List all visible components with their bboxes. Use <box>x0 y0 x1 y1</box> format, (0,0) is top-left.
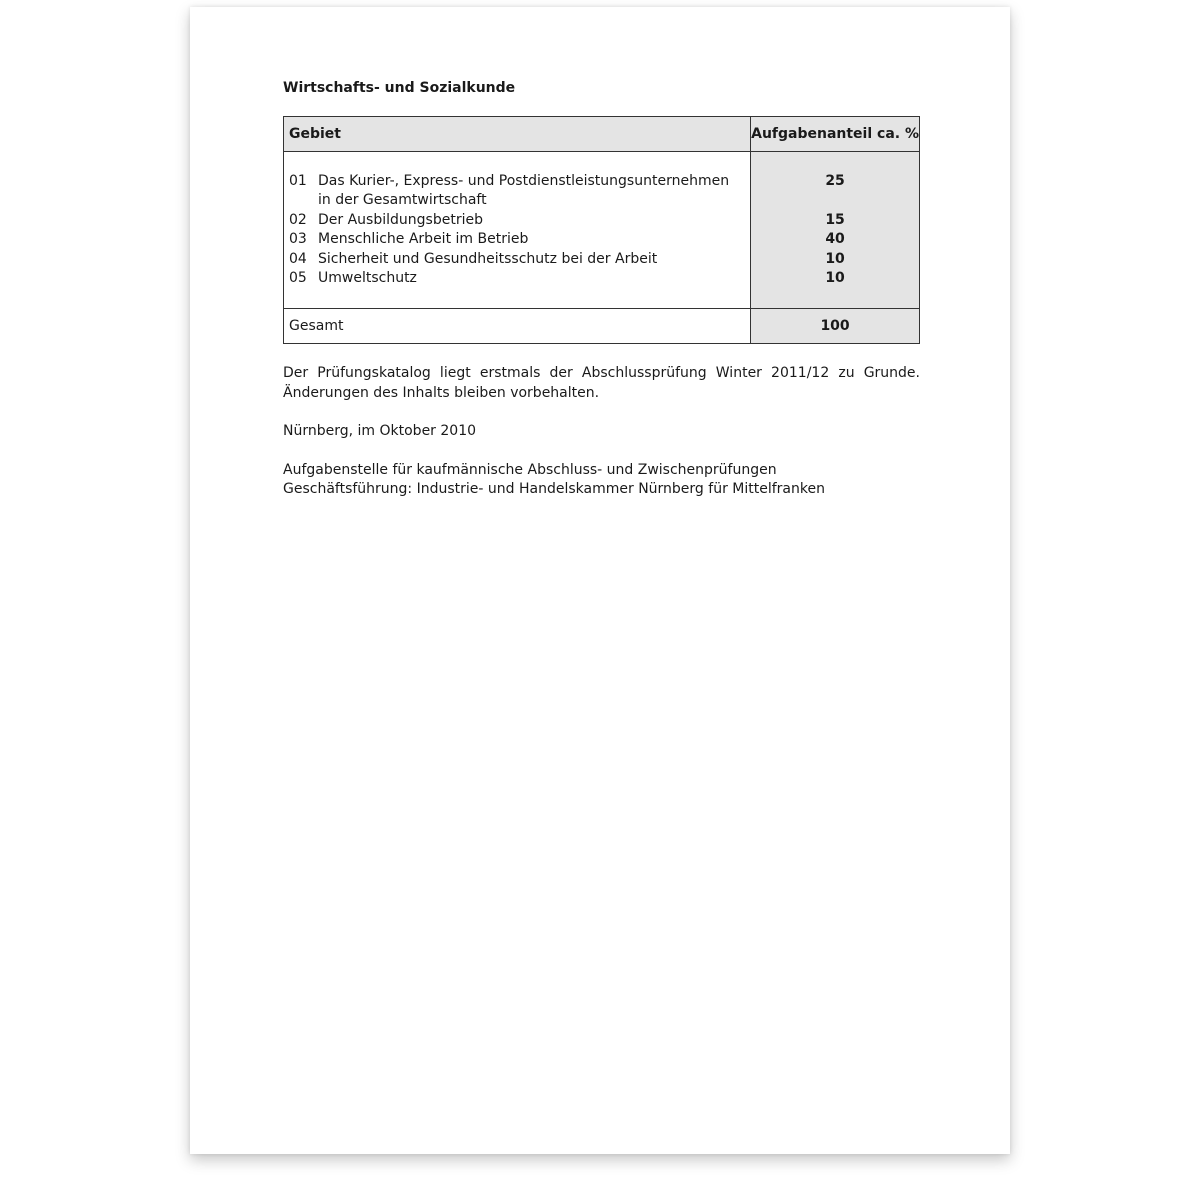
area-list <box>284 152 751 309</box>
share-value: 10 <box>825 250 845 267</box>
list-item <box>289 211 745 230</box>
share-values <box>751 152 920 309</box>
item-text: Sicherheit und Gesundheitsschutz bei der Arbeit <box>318 250 658 267</box>
issuer-block <box>283 461 920 500</box>
list-item <box>289 172 745 211</box>
header-area: Gebiet <box>284 117 751 152</box>
list-item <box>289 250 745 269</box>
share-value: 25 <box>825 173 845 189</box>
page-content <box>283 79 920 500</box>
share-value: 40 <box>825 231 845 248</box>
exam-catalog-table <box>283 116 920 344</box>
item-number: 01 <box>289 173 307 189</box>
table-total-row <box>284 309 920 344</box>
total-label: Gesamt <box>284 309 751 344</box>
item-number: 03 <box>289 231 307 248</box>
item-text: Umweltschutz <box>318 270 417 287</box>
table-header-row <box>284 117 920 152</box>
issuer-line: Aufgabenstelle für kaufmännische Abschluss- und Zwischenprüfungen <box>283 461 777 478</box>
share-value: 10 <box>825 270 845 287</box>
list-item <box>289 230 745 249</box>
section-title: Wirtschafts- und Sozialkunde <box>283 80 516 96</box>
document-page <box>190 7 1010 1154</box>
item-number: 05 <box>289 270 307 287</box>
item-text: Menschliche Arbeit im Betrieb <box>318 231 529 248</box>
item-text: Das Kurier-, Express- und Postdienstleistungsunternehmen in der Gesamtwirtschaft <box>318 173 730 209</box>
note-paragraph: Der Prüfungskatalog liegt erstmals der Abschlussprüfung Winter 2011/12 zu Grunde. Änderungen des Inhalts bleiben vorbehalten. <box>283 365 920 401</box>
table-body-row <box>284 152 920 309</box>
item-number: 04 <box>289 250 307 267</box>
item-number: 02 <box>289 211 307 228</box>
header-share: Aufgabenanteil ca. % <box>751 117 920 152</box>
issuer-line: Geschäftsführung: Industrie- und Handelskammer Nürnberg für Mittelfranken <box>283 481 825 498</box>
total-value: 100 <box>751 309 920 344</box>
item-text: Der Ausbildungsbetrieb <box>318 211 483 228</box>
place-date: Nürnberg, im Oktober 2010 <box>283 423 477 440</box>
list-item <box>289 269 745 288</box>
share-value: 15 <box>825 211 845 228</box>
